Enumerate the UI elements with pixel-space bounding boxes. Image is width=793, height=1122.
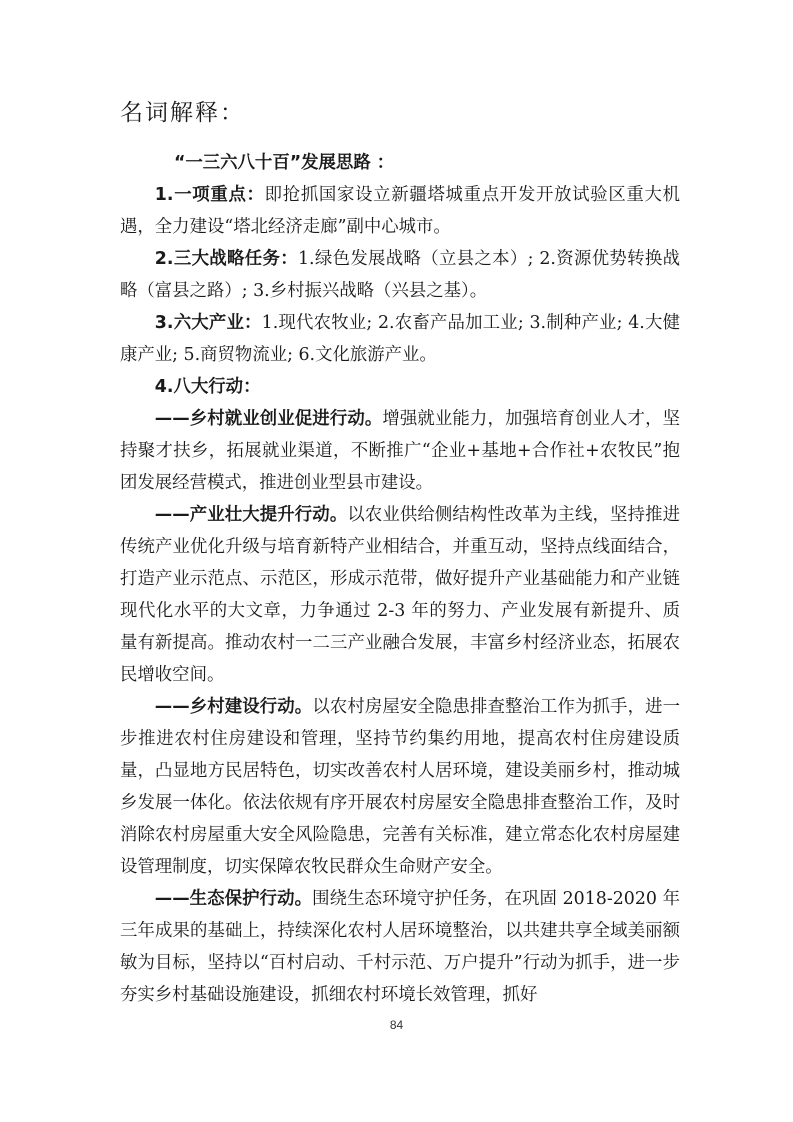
action-ecology-paragraph	[120, 883, 680, 1011]
item-2-text: 1.绿色发展战略（立县之本）; 2.资源优势转换战略（富县之路）; 3.乡村振兴战略（兴县之基）。	[120, 249, 680, 301]
action-construction-text: 以农村房屋安全隐患排查整治工作为抓手，进一步推进农村住房建设和管理，坚持节约集约用地，提高农村住房建设质量，凸显地方民居特色，切实改善农村人居环境，建设美丽乡村，推动城乡发展一体化。依法依规有序开展农村房屋安全隐患排查整治工作，及时消除农村房屋重大安全风险隐患，完善有关标准，建立常态化农村房屋建设管理制度，切实保障农牧民群众生命财产安全。	[120, 697, 680, 877]
action-industry-label: ——产业壮大提升行动。	[154, 505, 348, 525]
action-ecology-text: 围绕生态环境守护任务，在巩固 2018-2020 年三年成果的基础上，持续深化农村人居环境整治，以共建共享全域美丽额敏为目标，坚持以“百村启动、千村示范、万户提升”行动为抓手，进一步夯实乡村基础设施建设，抓细农村环境长效管理，抓好	[120, 889, 680, 1005]
action-construction-label: ——乡村建设行动。	[154, 697, 313, 717]
action-employment-label: ——乡村就业创业促进行动。	[154, 409, 383, 429]
item-3-paragraph	[120, 307, 680, 371]
action-industry-paragraph	[120, 499, 680, 691]
item-1-label: 1.一项重点：	[154, 185, 265, 205]
action-construction-paragraph	[120, 691, 680, 883]
item-1-text: 即抢抓国家设立新疆塔城重点开发开放试验区重大机遇，全力建设“塔北经济走廊”副中心城市。	[120, 185, 680, 237]
page-number: 84	[389, 1018, 404, 1032]
body-text	[120, 147, 680, 1011]
item-3-text: 1.现代农牧业; 2.农畜产品加工业; 3.制种产业; 4.大健康产业; 5.商贸物流业; 6.文化旅游产业。	[120, 313, 680, 365]
action-ecology-label: ——生态保护行动。	[154, 889, 313, 909]
item-4-paragraph	[120, 371, 680, 403]
item-3-label: 3.六大产业：	[154, 313, 262, 333]
item-4-label: 4.八大行动：	[154, 377, 261, 397]
item-1-paragraph	[120, 179, 680, 243]
section-heading: 名词解释：	[120, 100, 245, 126]
strategy-subheading: “一三六八十百”发展思路 ：	[173, 153, 395, 173]
action-employment-paragraph	[120, 403, 680, 499]
item-2-label: 2.三大战略任务：	[154, 249, 298, 269]
action-employment-text: 增强就业能力，加强培育创业人才，坚持聚才扶乡，拓展就业渠道，不断推广“企业+基地+合作社+农牧民”抱团发展经营模式，推进创业型县市建设。	[120, 409, 680, 493]
action-industry-text: 以农业供给侧结构性改革为主线，坚持推进传统产业优化升级与培育新特产业相结合，并重互动，坚持点线面结合，打造产业示范点、示范区，形成示范带，做好提升产业基础能力和产业链现代化水平的大文章，力争通过 2-3 年的努力、产业发展有新提升、质量有新提高。推动农村一二三产业融合发展，丰富乡村经济业态，拓展农民增收空间。	[120, 505, 680, 685]
item-2-paragraph	[120, 243, 680, 307]
